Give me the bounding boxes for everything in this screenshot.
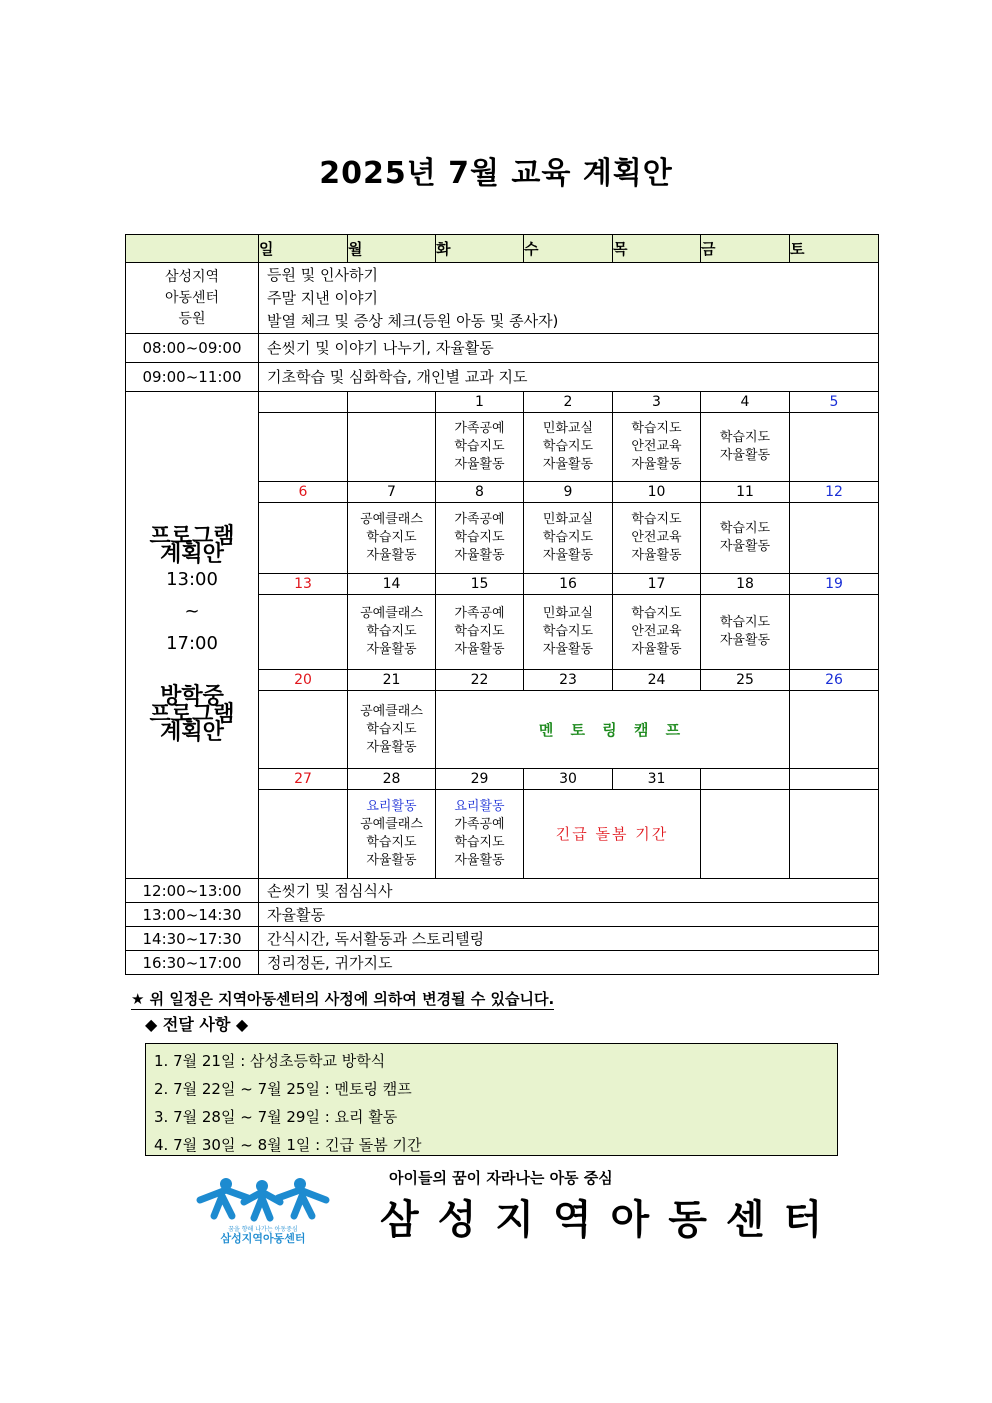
date-cell — [790, 769, 879, 790]
emergency-care-cell: 긴급 돌봄 기간 — [524, 790, 701, 879]
weekday-header-row — [126, 235, 879, 263]
time-label: 08:00~09:00 — [126, 334, 259, 363]
activity-cell — [613, 413, 701, 482]
activity-item: 학습지도 — [366, 721, 417, 737]
date-cell: 4 — [701, 392, 790, 413]
time-activity: 자율활동 — [259, 903, 879, 927]
program-time-tilde: ~ — [184, 601, 200, 622]
activity-item-cooking: 요리활동 — [454, 799, 505, 814]
activity-item: 자율활동 — [366, 642, 417, 657]
weekday-wed: 수 — [524, 235, 613, 263]
activity-item: 민화교실 — [542, 421, 594, 436]
activity-cell — [790, 595, 879, 670]
activity-item: 학습지도 — [366, 835, 417, 850]
center-logo — [192, 1176, 334, 1246]
program-label — [126, 392, 259, 879]
time-activity: 간식시간, 독서활동과 스토리텔링 — [259, 927, 879, 951]
activity-item: 학습지도 — [719, 430, 771, 445]
weekday-thu: 목 — [613, 235, 701, 263]
activity-item: 학습지도 — [366, 530, 417, 545]
activity-item: 자율활동 — [631, 457, 682, 472]
activity-cell — [348, 790, 436, 879]
date-cell: 7 — [348, 482, 436, 503]
deliver-item: 1. 7월 21일 : 삼성초등학교 방학식 — [154, 1052, 386, 1070]
activity-cell — [701, 503, 790, 574]
activity-item: 자율활동 — [454, 642, 505, 657]
schedule-table — [125, 234, 879, 975]
activity-cell — [524, 595, 613, 670]
activity-item: 학습지도 — [454, 624, 505, 639]
date-cell: 1 — [436, 392, 524, 413]
page-title: 2025년 7월 교육 계획안 — [319, 156, 673, 191]
arrival-label-line: 삼성지역 — [164, 268, 220, 285]
vacation-label-line: 방학중 — [160, 684, 224, 709]
date-cell: 2 — [524, 392, 613, 413]
weekday-tue: 화 — [436, 235, 524, 263]
date-cell: 31 — [613, 769, 701, 790]
date-cell: 22 — [436, 670, 524, 691]
activity-item: 자율활동 — [454, 548, 505, 563]
activity-item: 학습지도 — [542, 439, 594, 454]
time-activity: 손씻기 및 점심식사 — [259, 879, 879, 903]
date-cell: 5 — [790, 392, 879, 413]
date-cell: 26 — [790, 670, 879, 691]
activity-item: 학습지도 — [631, 606, 682, 621]
vacation-label-line: 프로그램 — [149, 702, 235, 727]
activity-item: 자율활동 — [631, 548, 682, 563]
activity-item: 학습지도 — [631, 512, 682, 527]
date-cell: 27 — [259, 769, 348, 790]
activity-cell — [790, 413, 879, 482]
activity-item: 안전교육 — [631, 530, 682, 545]
activity-item: 자율활동 — [719, 448, 771, 463]
activity-item: 공예클래스 — [360, 703, 423, 719]
arrival-line: 발열 체크 및 증상 체크(등원 아동 및 종사자) — [267, 311, 559, 330]
activity-cell — [524, 413, 613, 482]
activity-cell — [436, 413, 524, 482]
date-row — [126, 392, 879, 413]
date-cell: 3 — [613, 392, 701, 413]
activity-item: 자율활동 — [542, 642, 594, 657]
date-cell: 29 — [436, 769, 524, 790]
arrival-content — [259, 263, 879, 334]
mentoring-camp-cell: 멘 토 링 캠 프 — [436, 691, 790, 769]
activity-item: 학습지도 — [719, 521, 771, 536]
time-row — [126, 334, 879, 363]
activity-item: 안전교육 — [631, 624, 682, 639]
date-cell: 18 — [701, 574, 790, 595]
activity-item: 자율활동 — [542, 548, 594, 563]
deliver-title: ◆ 전달 사항 ◆ — [145, 1015, 249, 1034]
vacation-label-line: 계획안 — [160, 720, 224, 745]
activity-item: 자율활동 — [366, 853, 417, 868]
deliver-item: 2. 7월 22일 ~ 7월 25일 : 멘토링 캠프 — [154, 1080, 412, 1098]
time-label: 16:30~17:00 — [126, 951, 259, 975]
slogan: 아이들의 꿈이 자라나는 아동 중심 — [389, 1169, 613, 1187]
activity-cell — [613, 595, 701, 670]
date-cell: 28 — [348, 769, 436, 790]
weekday-fri: 금 — [701, 235, 790, 263]
weekday-sun: 일 — [259, 235, 348, 263]
arrival-label — [126, 263, 259, 334]
time-label: 12:00~13:00 — [126, 879, 259, 903]
activity-cell — [259, 413, 348, 482]
activity-cell — [348, 413, 436, 482]
activity-item: 안전교육 — [631, 439, 682, 454]
activity-cell — [701, 790, 790, 879]
date-cell: 8 — [436, 482, 524, 503]
activity-item: 학습지도 — [454, 530, 505, 545]
date-cell: 13 — [259, 574, 348, 595]
program-label-line: 프로그램 — [149, 524, 235, 549]
activity-item: 자율활동 — [719, 633, 771, 648]
activity-item: 자율활동 — [366, 739, 417, 755]
time-row — [126, 879, 879, 903]
activity-cell — [701, 413, 790, 482]
date-cell: 9 — [524, 482, 613, 503]
activity-item: 공예클래스 — [360, 512, 423, 527]
program-time-end: 17:00 — [166, 633, 218, 654]
date-cell: 12 — [790, 482, 879, 503]
date-cell — [348, 392, 436, 413]
arrival-line: 등원 및 인사하기 — [267, 265, 378, 284]
activity-item: 학습지도 — [542, 624, 594, 639]
date-cell: 17 — [613, 574, 701, 595]
activity-cell — [790, 691, 879, 769]
time-row — [126, 927, 879, 951]
date-cell: 24 — [613, 670, 701, 691]
date-cell: 20 — [259, 670, 348, 691]
activity-item: 자율활동 — [631, 642, 682, 657]
date-cell: 21 — [348, 670, 436, 691]
activity-cell — [259, 790, 348, 879]
activity-cell — [259, 503, 348, 574]
time-label: 14:30~17:30 — [126, 927, 259, 951]
activity-item: 민화교실 — [542, 512, 594, 527]
activity-item: 학습지도 — [366, 624, 417, 639]
date-cell — [259, 392, 348, 413]
time-row — [126, 903, 879, 927]
time-label: 09:00~11:00 — [126, 363, 259, 392]
program-time-start: 13:00 — [166, 569, 218, 590]
time-activity: 손씻기 및 이야기 나누기, 자율활동 — [259, 334, 879, 363]
deliver-box — [145, 1043, 838, 1156]
activity-item: 가족공예 — [454, 817, 505, 832]
header-blank — [126, 235, 259, 263]
center-name: 삼성지역아동센터 — [380, 1197, 842, 1243]
date-cell: 14 — [348, 574, 436, 595]
date-cell: 10 — [613, 482, 701, 503]
activity-item: 학습지도 — [454, 439, 505, 454]
activity-cell — [259, 595, 348, 670]
activity-cell — [701, 595, 790, 670]
date-cell: 19 — [790, 574, 879, 595]
activity-cell — [348, 503, 436, 574]
activity-cell — [436, 790, 524, 879]
schedule-change-note: ★ 위 일정은 지역아동센터의 사정에 의하여 변경될 수 있습니다. — [131, 990, 555, 1008]
activity-item: 자율활동 — [366, 548, 417, 563]
activity-item: 자율활동 — [454, 457, 505, 472]
activity-item: 자율활동 — [719, 539, 771, 554]
activity-item: 자율활동 — [454, 853, 505, 868]
activity-item: 학습지도 — [631, 421, 682, 436]
date-cell: 11 — [701, 482, 790, 503]
activity-item: 공예클래스 — [360, 817, 423, 832]
date-cell: 23 — [524, 670, 613, 691]
arrival-label-line: 아동센터 — [164, 289, 220, 306]
time-row — [126, 363, 879, 392]
activity-cell — [613, 503, 701, 574]
arrival-row — [126, 263, 879, 334]
date-cell: 16 — [524, 574, 613, 595]
time-row — [126, 951, 879, 975]
activity-cell — [348, 595, 436, 670]
activity-cell — [790, 790, 879, 879]
weekday-sat: 토 — [790, 235, 879, 263]
activity-item: 가족공예 — [454, 512, 505, 527]
date-cell: 30 — [524, 769, 613, 790]
activity-item: 공예클래스 — [360, 606, 423, 621]
date-cell — [701, 769, 790, 790]
activity-item: 학습지도 — [542, 530, 594, 545]
activity-item: 가족공예 — [454, 421, 505, 436]
activity-item-cooking: 요리활동 — [366, 799, 417, 814]
activity-item: 학습지도 — [719, 615, 771, 630]
logo-name: 삼성지역아동센터 — [220, 1232, 306, 1245]
deliver-item: 3. 7월 28일 ~ 7월 29일 : 요리 활동 — [154, 1108, 398, 1126]
logo-tagline: 꿈을 향해 나가는 아동중심 — [228, 1226, 298, 1233]
deliver-item: 4. 7월 30일 ~ 8월 1일 : 긴급 돌봄 기간 — [154, 1136, 422, 1154]
arrival-line: 주말 지낸 이야기 — [267, 288, 378, 307]
activity-item: 가족공예 — [454, 606, 505, 621]
activity-cell — [524, 503, 613, 574]
activity-cell — [436, 595, 524, 670]
activity-item: 학습지도 — [454, 835, 505, 850]
activity-item: 민화교실 — [542, 606, 594, 621]
time-activity: 정리정돈, 귀가지도 — [259, 951, 879, 975]
date-cell: 6 — [259, 482, 348, 503]
date-cell: 15 — [436, 574, 524, 595]
program-label-line: 계획안 — [160, 542, 224, 567]
activity-item: 자율활동 — [542, 457, 594, 472]
time-label: 13:00~14:30 — [126, 903, 259, 927]
weekday-mon: 월 — [348, 235, 436, 263]
arrival-label-line: 등원 — [178, 310, 206, 327]
time-activity: 기초학습 및 심화학습, 개인별 교과 지도 — [259, 363, 879, 392]
activity-cell — [259, 691, 348, 769]
date-cell: 25 — [701, 670, 790, 691]
activity-cell — [436, 503, 524, 574]
activity-cell — [348, 691, 436, 769]
activity-cell — [790, 503, 879, 574]
